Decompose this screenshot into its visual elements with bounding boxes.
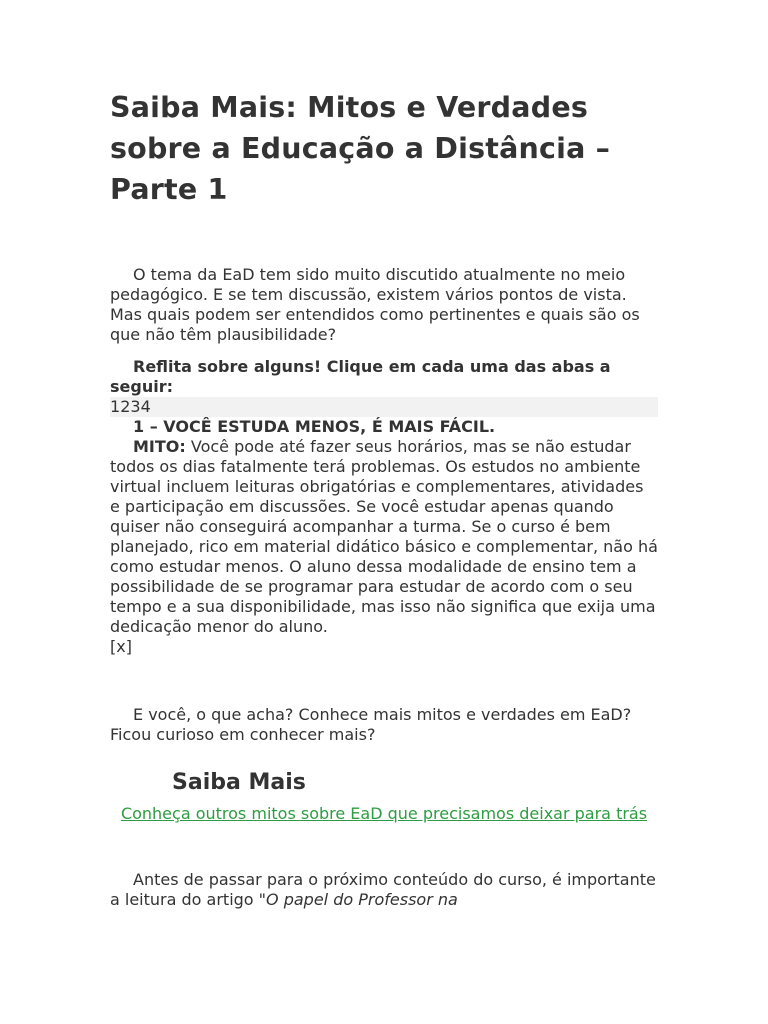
page-title: Saiba Mais: Mitos e Verdades sobre a Educação a Distância – Parte 1 [110,91,611,206]
article [110,0,658,910]
next-content-text: Antes de passar para o próximo conteúdo do curso, é importante a leitura do artigo " [110,870,656,909]
tab-4[interactable]: 4 [140,397,151,416]
tab-panel-text [110,437,658,637]
tab-panel-heading: 1 – VOCÊ ESTUDA MENOS, É MAIS FÁCIL. [133,417,496,436]
tab-1[interactable]: 1 [110,397,121,416]
question-paragraph: E você, o que acha? Conhece mais mitos e verdades em EaD? Ficou curioso em conhecer mais? [110,705,632,744]
saiba-mais-heading: Saiba Mais [172,770,306,795]
mito-label: MITO: [133,437,186,456]
instruction-text: Reflita sobre alguns! Clique em cada uma das abas a seguir: [110,357,611,396]
tab-panel [110,417,658,657]
mitos-link[interactable]: Conheça outros mitos sobre EaD que precisamos deixar para trás [120,804,648,823]
tab-3[interactable]: 3 [130,397,141,416]
tab-bar [110,397,658,417]
intro-paragraph: O tema da EaD tem sido muito discutido atualmente no meio pedagógico. E se tem discussão, existem vários pontos de vista. Mas quais podem ser entendidos como pertinentes e quais são os que não têm plausibilidade? [110,265,640,344]
next-content-paragraph [110,870,658,910]
close-button[interactable]: [x] [110,637,132,656]
tab-2[interactable]: 2 [120,397,131,416]
article-title-italic: O papel do Professor na [266,890,458,909]
mito-text: Você pode até fazer seus horários, mas se não estudar todos os dias fatalmente terá problemas. Os estudos no ambiente virtual incluem leituras obrigatórias e complementares, atividades e participação em discussões. Se você estudar apenas quando quiser não conseguirá acompanhar a turma. Se o curso é bem planejado, rico em material didático básico e complementar, não há como estudar menos. O aluno dessa modalidade de ensino tem a possibilidade de se programar para estudar de acordo com o seu tempo e a sua disponibilidade, mas isso não significa que exija uma dedicação menor do aluno. [110,437,658,636]
saiba-mais-link-wrap [110,803,658,824]
